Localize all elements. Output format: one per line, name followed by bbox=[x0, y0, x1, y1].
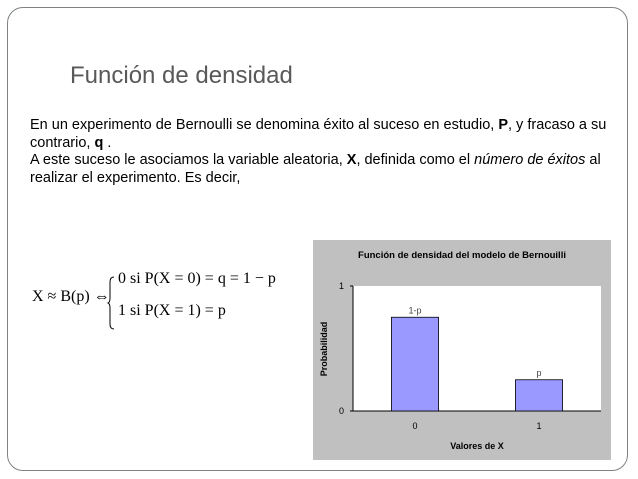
y-tick-label: 1 bbox=[338, 281, 344, 291]
y-tick-label: 0 bbox=[338, 406, 344, 416]
paragraph-2-bold-x: X bbox=[346, 152, 357, 168]
body-text bbox=[30, 117, 630, 187]
bar-data-label: p bbox=[536, 367, 542, 378]
formula-lhs: X ≈ B(p) ⇔ bbox=[32, 288, 110, 305]
chart-title: Función de densidad del modelo de Bernouilli bbox=[358, 250, 566, 261]
paragraph-2-text-c: al realizar el experimento. Es decir, bbox=[30, 152, 601, 186]
ticks-layer bbox=[339, 281, 353, 416]
paragraph-2-text-a: A este suceso le asociamos la variable aleatoria, bbox=[30, 152, 347, 168]
paragraph-2-italic: número de éxitos bbox=[474, 152, 586, 168]
paragraph-1-text-a: En un experimento de Bernoulli se denomina éxito al suceso en estudio, bbox=[30, 117, 499, 133]
x-tick-label: 1 bbox=[536, 421, 542, 431]
chart-svg bbox=[313, 240, 611, 460]
bar-1 bbox=[515, 380, 562, 411]
bernoulli-formula bbox=[32, 270, 322, 340]
slide-title: Función de densidad bbox=[70, 62, 293, 89]
formula-brace bbox=[107, 276, 115, 330]
paragraph-1-text-b: , y fracaso a su contrario, bbox=[30, 117, 607, 151]
paragraph-1-bold-p: P bbox=[498, 117, 508, 133]
bar-data-label: 1-p bbox=[408, 305, 422, 316]
formula-case-1: 1 si P(X = 1) = p bbox=[118, 302, 226, 319]
paragraph-1 bbox=[30, 117, 630, 152]
x-axis-label: Valores de X bbox=[450, 441, 504, 451]
paragraph-1-bold-q: q bbox=[94, 134, 104, 151]
bar-0 bbox=[391, 317, 438, 411]
x-tick-label: 0 bbox=[412, 421, 418, 431]
paragraph-2-text-b: , definida como el bbox=[356, 152, 475, 168]
plot-area bbox=[353, 286, 601, 411]
paragraph-1-text-c: . bbox=[103, 134, 112, 151]
paragraph-2 bbox=[30, 152, 630, 187]
bernoulli-chart bbox=[313, 240, 611, 460]
formula-case-0: 0 si P(X = 0) = q = 1 − p bbox=[118, 270, 276, 287]
y-axis-label: Probabilidad bbox=[319, 321, 329, 377]
